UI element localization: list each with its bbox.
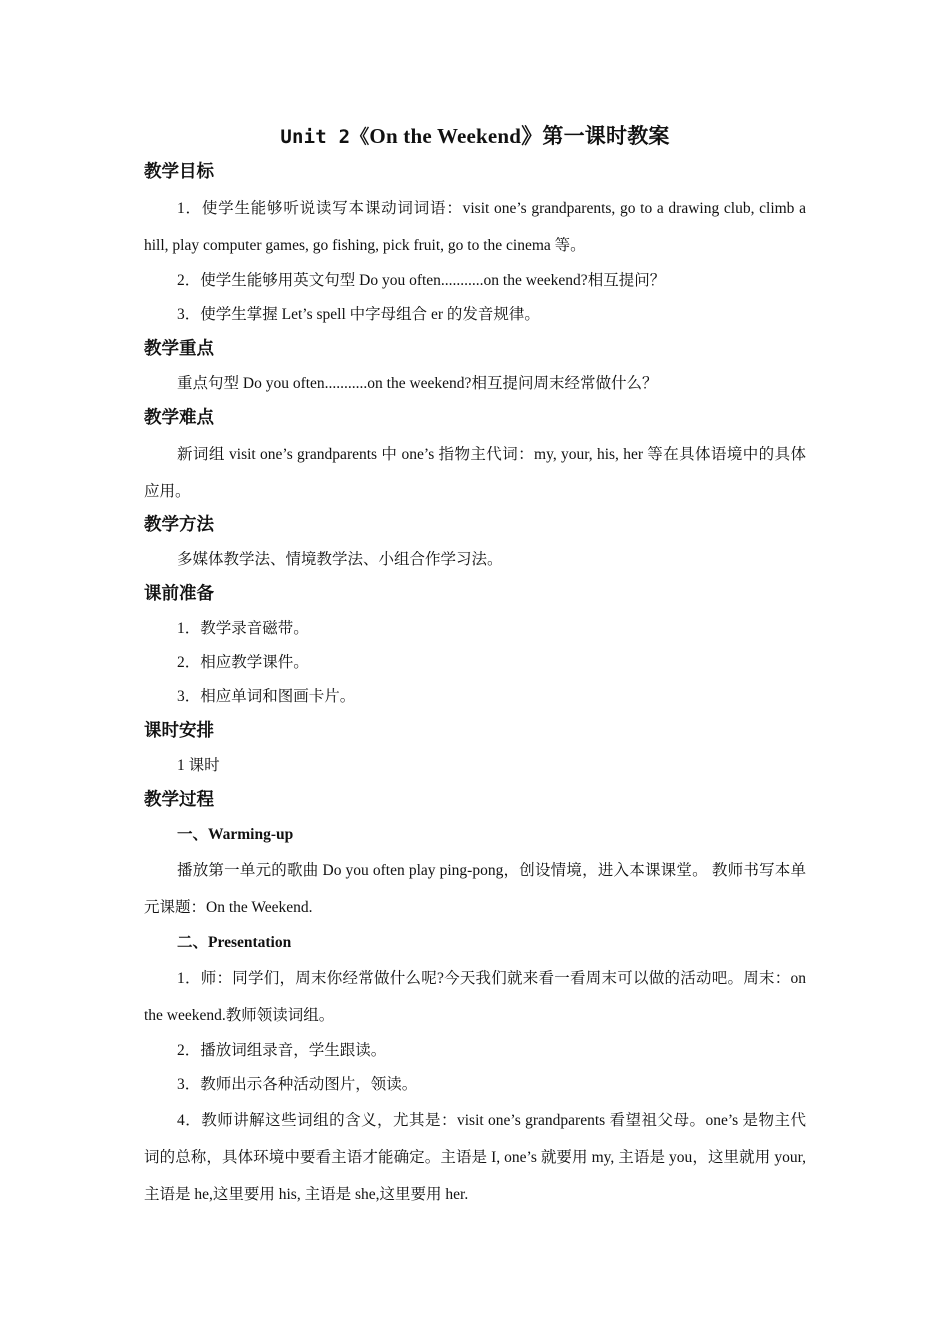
preparation-item: 1．教学录音磁带。 [177, 620, 309, 637]
presentation-item: 2．播放词组录音，学生跟读。 [177, 1042, 387, 1059]
key-points-text: 重点句型 Do you often...........on the weekend?相互提问周末经常做什么？ [177, 375, 658, 392]
presentation-title: 二、Presentation [177, 934, 292, 951]
goal-item: 1．使学生能够听说读写本课动词词语：visit one’s grandparents, go to a drawing club, climb a hill, play computer games, go fishing, pick fruit, go to the cinema 等。 [144, 200, 806, 254]
warmup-text: 播放第一单元的歌曲 Do you often play ping-pong，创设情境，进入本课课堂。 教师书写本单元课题：On the Weekend. [144, 862, 806, 916]
document-title [144, 118, 806, 155]
presentation-item: 4．教师讲解这些词组的含义，尤其是：visit one’s grandparents 看望祖父母。one’s 是物主代词的总称，具体环境中要看主语才能确定。主语是 I, one’s 就要用 my, 主语是 you，这里就用 your, 主语是 he,这里要用 his, 主语是 she,这里要用 her. [144, 1112, 806, 1203]
section-heading-methods: 教学方法 [144, 515, 214, 535]
title-prefix: Unit 2《 [280, 126, 370, 148]
presentation-item: 1．师：同学们，周末你经常做什么呢?今天我们就来看一看周末可以做的活动吧。周末：on the weekend.教师领读词组。 [144, 970, 806, 1024]
title-main: On the Weekend [369, 124, 522, 148]
section-heading-difficulties: 教学难点 [144, 408, 214, 428]
goal-item: 3．使学生掌握 Let’s spell 中字母组合 er 的发音规律。 [177, 306, 540, 323]
section-heading-key-points: 教学重点 [144, 339, 214, 359]
title-suffix: 》第一课时教案 [521, 124, 670, 148]
document-page [144, 118, 806, 1213]
preparation-item: 2．相应教学课件。 [177, 654, 309, 671]
difficulties-text: 新词组 visit one’s grandparents 中 one’s 指物主代词：my, your, his, her 等在具体语境中的具体应用。 [144, 446, 806, 500]
schedule-text: 1 课时 [177, 757, 220, 774]
section-heading-process: 教学过程 [144, 790, 214, 810]
presentation-item: 3．教师出示各种活动图片，领读。 [177, 1076, 418, 1093]
section-heading-schedule: 课时安排 [144, 721, 214, 741]
preparation-item: 3．相应单词和图画卡片。 [177, 688, 356, 705]
goal-item: 2．使学生能够用英文句型 Do you often...........on the weekend?相互提问？ [177, 272, 666, 289]
section-heading-preparation: 课前准备 [144, 584, 214, 604]
warmup-title: 一、Warming-up [177, 826, 294, 843]
section-heading-goals: 教学目标 [144, 162, 214, 182]
methods-text: 多媒体教学法、情境教学法、小组合作学习法。 [177, 551, 503, 568]
